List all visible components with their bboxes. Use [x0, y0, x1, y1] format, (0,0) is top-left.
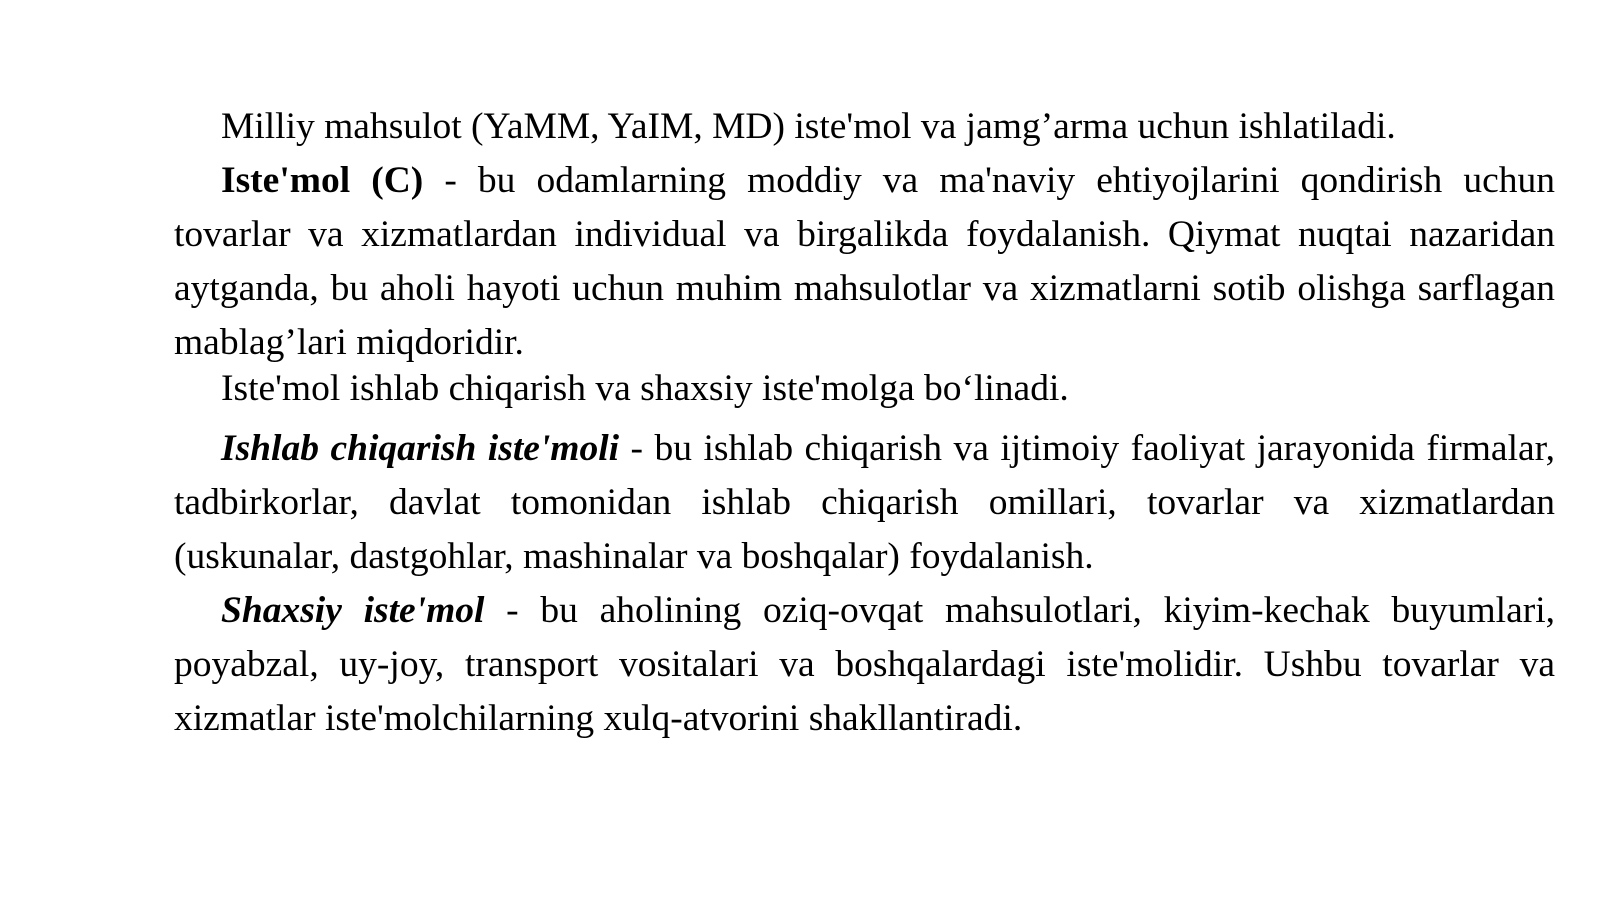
term-production-consumption: Ishlab chiqarish iste'moli — [221, 428, 620, 469]
paragraph-text: - bu aholining oziq-ovqat mahsulotlari, kiyim-kechak buyumlari, poyabzal, uy-joy, transport vositalari va boshqalardagi iste'molidir. Ushbu tovarlar va xizmatlar iste'molchilarning xulq-atvorini shakllantiradi. — [174, 590, 1555, 739]
paragraph-consumption-definition — [174, 154, 1555, 370]
paragraph-text: - bu ishlab chiqarish va ijtimoiy faoliyat jarayonida firmalar, tadbirkorlar, davlat tomonidan ishlab chiqarish omillari, tovarlar va xizmatlardan (uskunalar, dastgohlar, mashinalar va boshqalar) foydalanish. — [174, 428, 1555, 577]
term-personal-consumption: Shaxsiy iste'mol — [221, 590, 485, 631]
paragraph-production-consumption — [174, 422, 1555, 584]
paragraph-text: Milliy mahsulot (YaMM, YaIM, MD) iste'mol va jamg’arma uchun ishlatiladi. — [221, 106, 1396, 147]
paragraph-national-product — [174, 100, 1555, 154]
paragraph-personal-consumption — [174, 584, 1555, 746]
paragraph-text: Iste'mol ishlab chiqarish va shaxsiy iste'molga bo‘linadi. — [221, 368, 1069, 409]
term-consumption: Iste'mol (C) — [221, 160, 424, 201]
paragraph-text: - bu odamlarning moddiy va ma'naviy ehtiyojlarini qondirish uchun tovarlar va xizmatlardan individual va birgalikda foydalanish. Qiymat nuqtai nazaridan aytganda, bu aholi hayoti uchun muhim mahsulotlar va xizmatlarni sotib olishga sarflagan mablag’lari miqdoridir. — [174, 160, 1555, 363]
document-page — [174, 100, 1555, 746]
paragraph-consumption-types — [174, 362, 1555, 416]
